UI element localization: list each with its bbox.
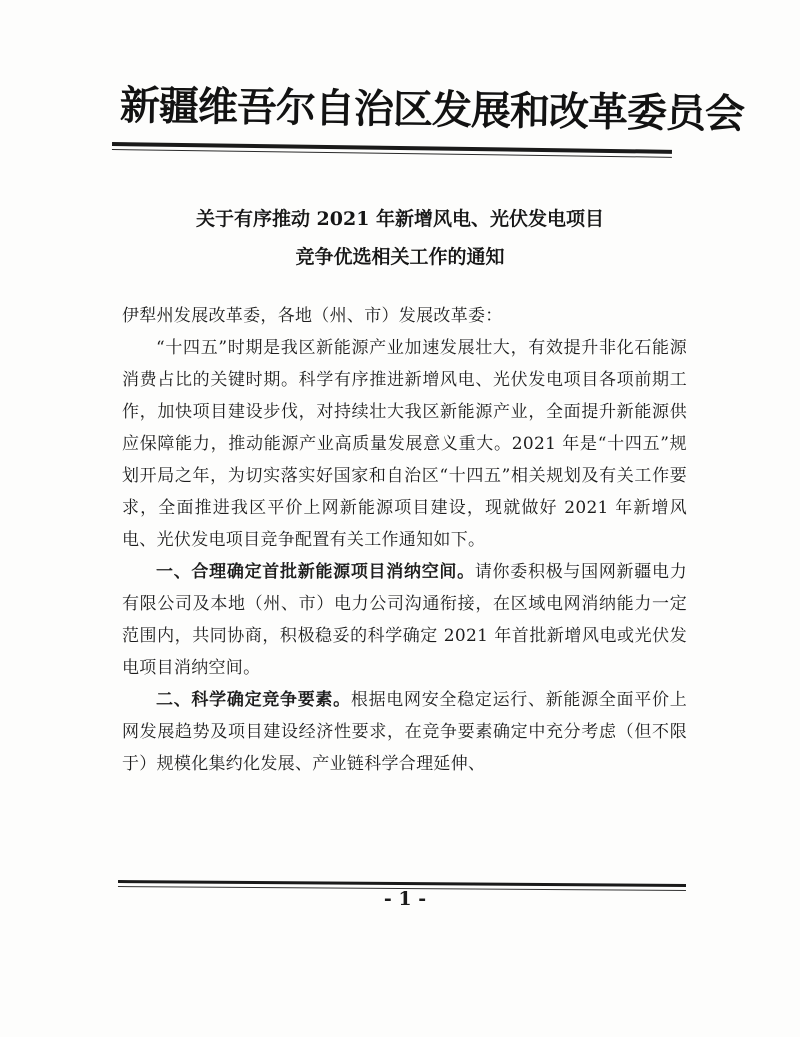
section2-heading: 二、科学确定竞争要素。 [156,690,351,710]
document-title [100,200,700,276]
section2-paragraph [122,684,687,780]
masthead-rule [112,142,672,158]
intro-paragraph: “十四五”时期是我区新能源产业加速发展壮大，有效提升非化石能源消费占比的关键时期。科学有序推进新增风电、光伏发电项目各项前期工作，加快项目建设步伐，对持续壮大我区新能源产业，全面提升新能源供应保障能力，推动能源产业高质量发展意义重大。2021 年是“十四五”规划开局之年，为切实落实好国家和自治区“十四五”相关规划及有关工作要求，全面推进我区平价上网新能源项目建设，现就做好 2021 年新增风电、光伏发电项目竞争配置有关工作通知如下。 [122,338,687,550]
masthead-title: 新疆维吾尔自治区发展和改革委员会 [119,82,745,138]
document-body [122,300,687,780]
section1-paragraph [122,556,687,684]
section1-heading: 一、合理确定首批新能源项目消纳空间。 [156,562,475,582]
page-number: - 1 - [383,888,427,910]
addressee: 伊犁州发展改革委，各地（州、市）发展改革委： [122,306,503,326]
document-title-line1: 关于有序推动 2021 年新增风电、光伏发电项目 [195,208,605,230]
document-title-line2: 竞争优选相关工作的通知 [295,246,505,268]
section1-body: 请你委积极与国网新疆电力有限公司及本地（州、市）电力公司沟通衔接，在区域电网消纳能力一定范围内，共同协商，积极稳妥的科学确定 2021 年首批新增风电或光伏发电项目消纳空间。 [122,562,687,678]
section2-body: 根据电网安全稳定运行、新能源全面平价上网发展趋势及项目建设经济性要求，在竞争要素确定中充分考虑（但不限于）规模化集约化发展、产业链科学合理延伸、 [122,690,687,774]
